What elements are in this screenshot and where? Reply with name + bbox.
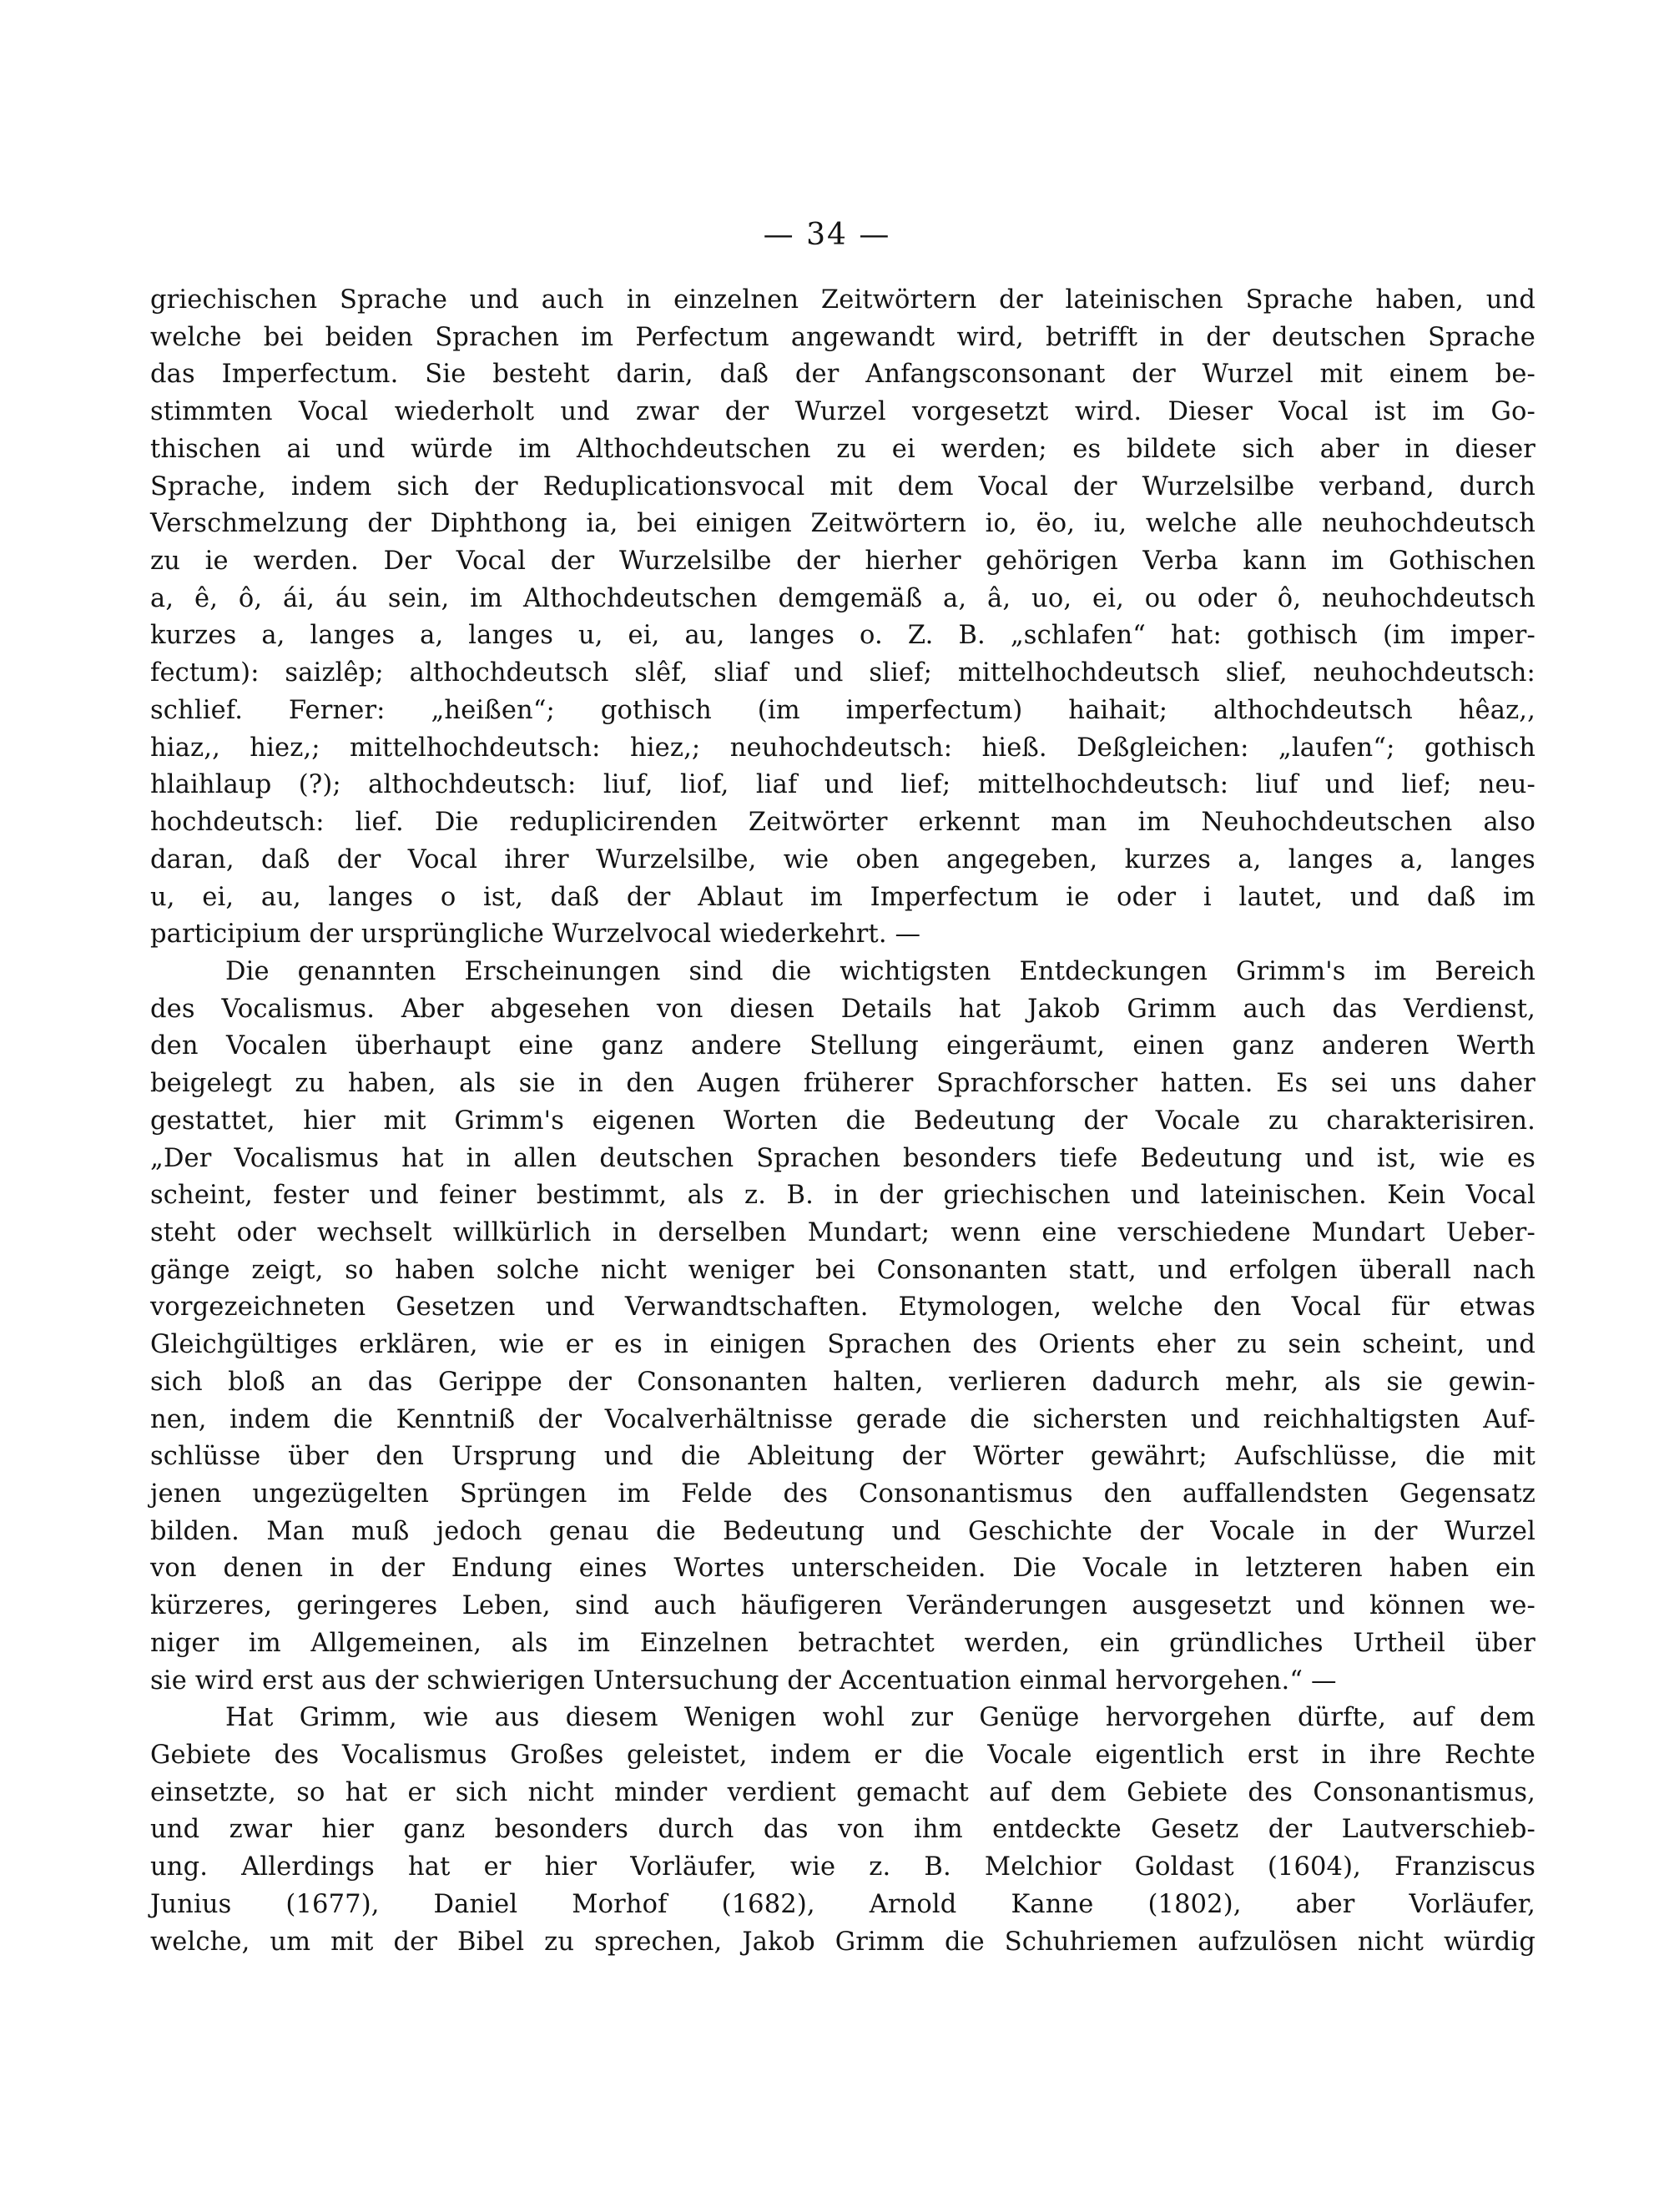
- text-line: Sprache, indem sich der Reduplicationsvocal mit dem Vocal der Wurzelsilbe verband, durch: [150, 471, 1535, 501]
- text-line: zu ie werden. Der Vocal der Wurzelsilbe der hierher gehörigen Verba kann im Gothischen: [150, 547, 1535, 577]
- text-line: stimmten Vocal wiederholt und zwar der Wurzel vorgesetzt wird. Dieser Vocal ist im Go-: [150, 397, 1535, 427]
- text-line: nen, indem die Kenntniß der Vocalverhältnisse gerade die sichersten und reichhaltigsten Auf-: [150, 1404, 1535, 1434]
- text-line: sie wird erst aus der schwierigen Untersuchung der Accentuation einmal hervorgehen.“ —: [150, 1665, 1337, 1696]
- text-line: Verschmelzung der Diphthong ia, bei einigen Zeitwörtern io, ëo, iu, welche alle neuhochdeutsch: [150, 509, 1535, 539]
- text-line: schlüsse über den Ursprung und die Ableitung der Wörter gewährt; Aufschlüsse, die mit: [150, 1442, 1535, 1472]
- text-line: thischen ai und würde im Althochdeutschen zu ei werden; es bildete sich aber in dieser: [150, 434, 1535, 464]
- text-line: ung. Allerdings hat er hier Vorläufer, wie z. B. Melchior Goldast (1604), Franziscus: [150, 1852, 1535, 1882]
- text-line: griechischen Sprache und auch in einzelnen Zeitwörtern der lateinischen Sprache haben, und: [150, 285, 1535, 315]
- text-line: scheint, fester und feiner bestimmt, als z. B. in der griechischen und lateinischen. Kein Vocal: [150, 1181, 1535, 1211]
- text-line: hochdeutsch: lief. Die reduplicirenden Zeitwörter erkennt man im Neuhochdeutschen also: [150, 808, 1535, 838]
- text-line: gänge zeigt, so haben solche nicht weniger bei Consonanten statt, und erfolgen überall nach: [150, 1255, 1535, 1285]
- text-line: „Der Vocalismus hat in allen deutschen Sprachen besonders tiefe Bedeutung und ist, wie es: [150, 1143, 1535, 1173]
- paragraph-2: [150, 954, 1535, 1700]
- text-line: des Vocalismus. Aber abgesehen von diesen Details hat Jakob Grimm auch das Verdienst,: [150, 994, 1535, 1024]
- text-line: steht oder wechselt willkürlich in derselben Mundart; wenn eine verschiedene Mundart Ueber-: [150, 1217, 1535, 1247]
- text-line: welche bei beiden Sprachen im Perfectum angewandt wird, betrifft in der deutschen Sprache: [150, 322, 1535, 352]
- text-line: bilden. Man muß jedoch genau die Bedeutung und Geschichte der Vocale in der Wurzel: [150, 1516, 1535, 1546]
- body-text: [150, 282, 1535, 1961]
- text-line: jenen ungezügelten Sprüngen im Felde des Consonantismus den auffallendsten Gegensatz: [150, 1479, 1535, 1509]
- text-line: schlief. Ferner: „heißen“; gothisch (im imperfectum) haihait; althochdeutsch hêaz,,: [150, 695, 1535, 725]
- text-line: beigelegt zu haben, als sie in den Augen früherer Sprachforscher hatten. Es sei uns daher: [150, 1069, 1535, 1099]
- text-line: gestattet, hier mit Grimm's eigenen Worten die Bedeutung der Vocale zu charakterisiren.: [150, 1106, 1535, 1136]
- text-line: u, ei, au, langes o ist, daß der Ablaut im Imperfectum ie oder i lautet, und daß im: [150, 882, 1535, 912]
- text-line: kurzes a, langes a, langes u, ei, au, langes o. Z. B. „schlafen“ hat: gothisch (im imper-: [150, 621, 1535, 651]
- text-line: hiaz,, hiez,; mittelhochdeutsch: hiez,; neuhochdeutsch: hieß. Deßgleichen: „laufen“; gothisch: [150, 733, 1535, 763]
- text-line: Die genannten Erscheinungen sind die wichtigsten Entdeckungen Grimm's im Bereich: [225, 956, 1535, 986]
- text-line: Gebiete des Vocalismus Großes geleistet, indem er die Vocale eigentlich erst in ihre Rechte: [150, 1741, 1535, 1771]
- text-line: und zwar hier ganz besonders durch das von ihm entdeckte Gesetz der Lautverschieb-: [150, 1815, 1535, 1845]
- text-line: Gleichgültiges erklären, wie er es in einigen Sprachen des Orients eher zu sein scheint, und: [150, 1330, 1535, 1360]
- text-line: welche, um mit der Bibel zu sprechen, Jakob Grimm die Schuhriemen aufzulösen nicht würdig: [150, 1927, 1535, 1957]
- text-line: den Vocalen überhaupt eine ganz andere Stellung eingeräumt, einen ganz anderen Werth: [150, 1031, 1535, 1061]
- page-number: — 34 —: [763, 218, 891, 252]
- paragraph-1: [150, 282, 1535, 954]
- paragraph-3: [150, 1700, 1535, 1961]
- text-line: hlaihlaup (?); althochdeutsch: liuf, liof, liaf und lief; mittelhochdeutsch: liuf und lief; neu-: [150, 770, 1535, 800]
- text-line: Hat Grimm, wie aus diesem Wenigen wohl zur Genüge hervorgehen dürfte, auf dem: [225, 1703, 1535, 1733]
- text-line: vorgezeichneten Gesetzen und Verwandtschaften. Etymologen, welche den Vocal für etwas: [150, 1292, 1535, 1323]
- text-line: niger im Allgemeinen, als im Einzelnen betrachtet werden, ein gründliches Urtheil über: [150, 1628, 1535, 1658]
- text-line: participium der ursprüngliche Wurzelvocal wiederkehrt. —: [150, 920, 921, 950]
- text-line: sich bloß an das Gerippe der Consonanten halten, verlieren dadurch mehr, als sie gewin-: [150, 1367, 1535, 1397]
- text-line: einsetzte, so hat er sich nicht minder verdient gemacht auf dem Gebiete des Consonantismus,: [150, 1777, 1535, 1807]
- text-line: von denen in der Endung eines Wortes unterscheiden. Die Vocale in letzteren haben ein: [150, 1554, 1535, 1584]
- text-line: Junius (1677), Daniel Morhof (1682), Arnold Kanne (1802), aber Vorläufer,: [150, 1889, 1535, 1919]
- text-line: kürzeres, geringeres Leben, sind auch häufigeren Veränderungen ausgesetzt und können we-: [150, 1591, 1535, 1621]
- text-line: a, ê, ô, ái, áu sein, im Althochdeutschen demgemäß a, â, uo, ei, ou oder ô, neuhochdeutsch: [150, 583, 1535, 613]
- text-line: das Imperfectum. Sie besteht darin, daß der Anfangsconsonant der Wurzel mit einem be-: [150, 360, 1535, 390]
- text-line: fectum): saizlêp; althochdeutsch slêf, sliaf und slief; mittelhochdeutsch slief, neuhochdeutsch:: [150, 658, 1535, 688]
- text-line: daran, daß der Vocal ihrer Wurzelsilbe, wie oben angegeben, kurzes a, langes a, langes: [150, 844, 1535, 874]
